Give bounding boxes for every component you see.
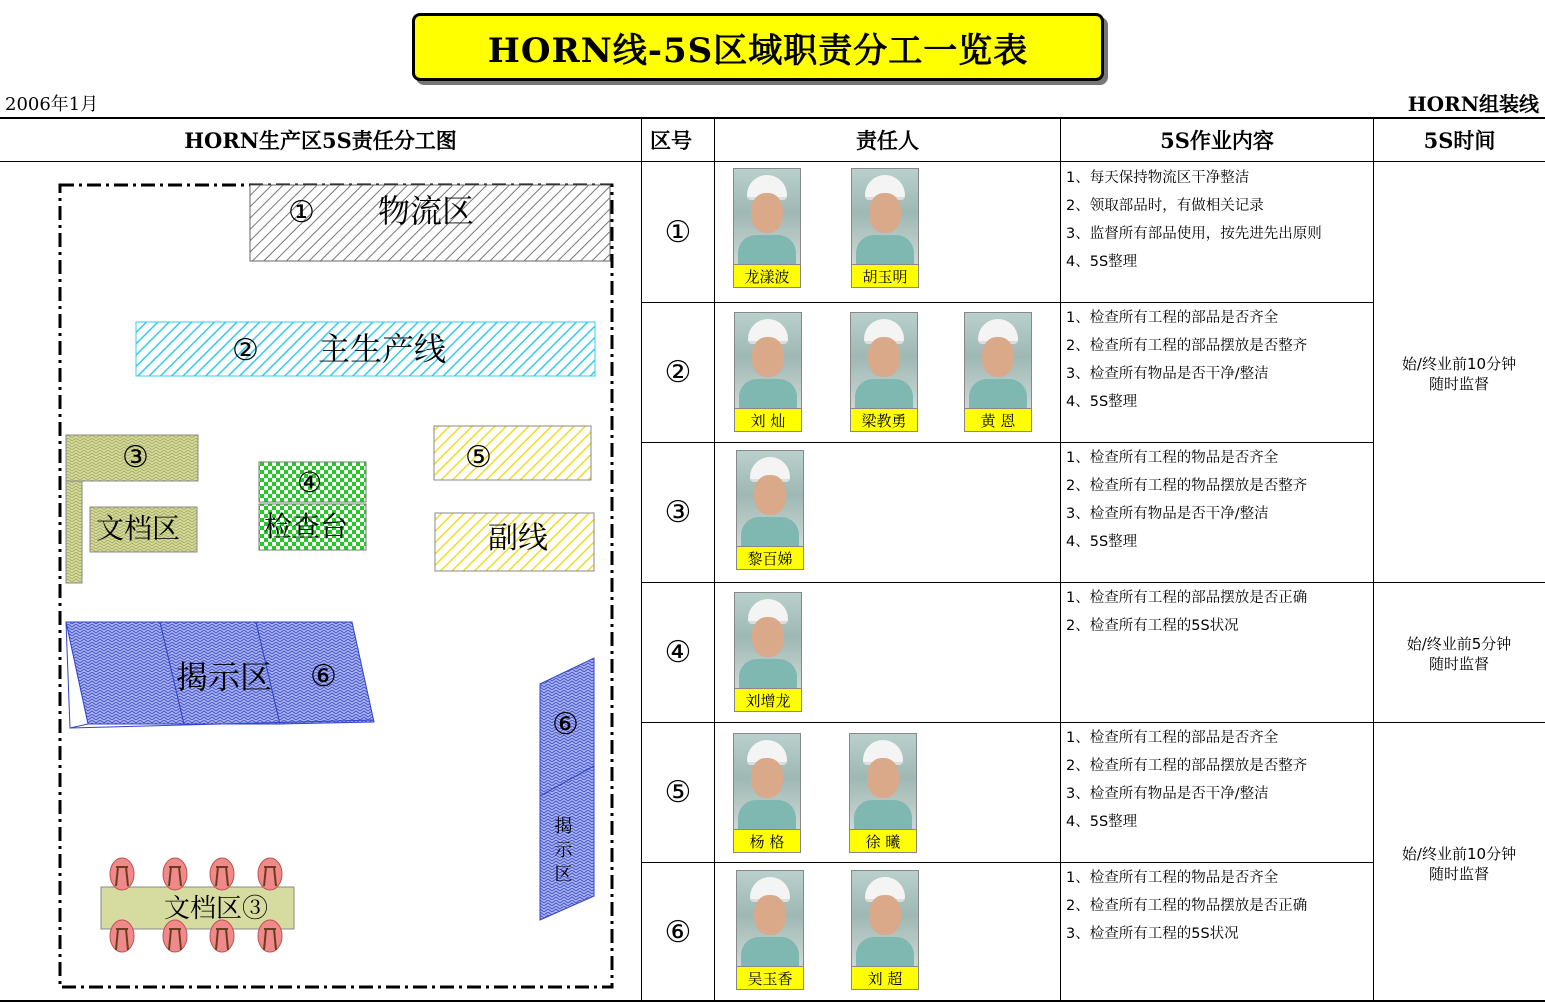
header-zone: 区号: [650, 128, 692, 153]
row-divider: [642, 582, 1545, 583]
task-item: 3、检查所有物品是否干净/整洁: [1066, 786, 1269, 802]
person-photo: [849, 733, 917, 833]
time-line: 随时监督: [1428, 655, 1489, 673]
task-item: 4、5S整理: [1066, 394, 1138, 410]
zone-number: ②: [664, 355, 692, 390]
person-name: 黄 恩: [964, 408, 1032, 432]
person-photo: [734, 312, 802, 412]
person-name: 吴玉香: [736, 966, 804, 990]
doc-num: ③: [122, 440, 149, 475]
person-card: [849, 733, 917, 853]
task-list: [1066, 304, 1307, 416]
mainline-num: ②: [232, 333, 259, 368]
line-name: HORN组装线: [1407, 92, 1539, 116]
person-card: [850, 312, 918, 432]
time-line: 始/终业前10分钟: [1401, 355, 1517, 373]
person-name: 黎百娣: [736, 546, 804, 570]
sub-num: ⑤: [465, 440, 492, 475]
person-card: [734, 592, 802, 712]
task-item: 2、检查所有工程的5S状况: [1066, 618, 1239, 634]
person-name: 胡玉明: [851, 264, 919, 288]
zone-number: ①: [664, 215, 692, 250]
task-list: [1066, 164, 1322, 276]
zone-number: ③: [664, 495, 692, 530]
board-num: ⑥: [310, 659, 337, 694]
board2-num: ⑥: [552, 707, 579, 742]
task-list: [1066, 444, 1307, 556]
task-list: [1066, 864, 1307, 948]
person-card: [851, 168, 919, 288]
person-name: 刘增龙: [734, 688, 802, 712]
zone-number: ④: [664, 635, 692, 670]
person-name: 徐 曦: [849, 829, 917, 853]
task-item: 3、检查所有物品是否干净/整洁: [1066, 506, 1269, 522]
task-item: 4、5S整理: [1066, 814, 1138, 830]
row-divider: [642, 442, 1373, 443]
table-bottom-border: [0, 1000, 1545, 1002]
zone-doc-stem: [66, 481, 82, 583]
person-photo: [733, 168, 801, 268]
task-item: 1、检查所有工程的物品是否齐全: [1066, 450, 1279, 466]
floor-map: [0, 162, 641, 1000]
person-name: 刘 灿: [734, 408, 802, 432]
person-name: 梁教勇: [850, 408, 918, 432]
person-photo: [734, 592, 802, 692]
task-item: 4、5S整理: [1066, 534, 1138, 550]
row-divider: [642, 722, 1545, 723]
task-item: 2、检查所有工程的部品摆放是否整齐: [1066, 758, 1308, 774]
person-photo: [851, 168, 919, 268]
header-owner: 责任人: [856, 128, 919, 153]
task-item: 2、检查所有工程的部品摆放是否整齐: [1066, 338, 1308, 354]
task-item: 4、5S整理: [1066, 254, 1138, 270]
header-content: 5S作业内容: [1160, 128, 1274, 153]
mainline-label: 主生产线: [318, 330, 447, 368]
page-title: HORN线-5S区域职责分工一览表: [412, 13, 1104, 81]
area-boundary: [60, 185, 612, 987]
person-card: [733, 168, 801, 288]
zone-number: ⑥: [664, 915, 692, 950]
person-photo: [850, 312, 918, 412]
person-card: [736, 450, 804, 570]
row-divider: [642, 302, 1373, 303]
board-label: 揭示区: [176, 658, 273, 696]
task-item: 2、检查所有工程的物品摆放是否正确: [1066, 898, 1308, 914]
col-divider-map: [641, 118, 642, 1001]
time-cell: [1374, 844, 1544, 884]
time-line: 始/终业前10分钟: [1401, 845, 1517, 863]
logistics-label: 物流区: [378, 192, 475, 230]
zone-sub-top: [434, 426, 591, 480]
task-item: 1、检查所有工程的部品摆放是否正确: [1066, 590, 1308, 606]
person-card: [851, 870, 919, 990]
board2-label: 揭示区: [551, 816, 573, 888]
person-card: [733, 733, 801, 853]
doc2-label: 文档区③: [164, 894, 269, 924]
time-cell: [1374, 354, 1544, 394]
row-divider: [642, 862, 1373, 863]
inspect-label: 检查台: [264, 510, 349, 543]
person-name: 杨 格: [733, 829, 801, 853]
date-label: 2006年1月: [5, 94, 99, 115]
person-photo: [733, 733, 801, 833]
person-photo: [736, 870, 804, 970]
person-photo: [736, 450, 804, 550]
person-photo: [964, 312, 1032, 412]
person-card: [736, 870, 804, 990]
col-divider-zone: [714, 118, 715, 1001]
task-item: 1、检查所有工程的部品是否齐全: [1066, 310, 1279, 326]
time-line: 随时监督: [1428, 375, 1489, 393]
col-divider-owner: [1060, 118, 1061, 1001]
inspect-num: ④: [297, 466, 323, 499]
task-list: [1066, 584, 1307, 640]
task-item: 3、检查所有物品是否干净/整洁: [1066, 366, 1269, 382]
doc-label: 文档区: [96, 512, 181, 545]
task-item: 2、检查所有工程的物品摆放是否整齐: [1066, 478, 1308, 494]
header-map: HORN生产区5S责任分工图: [184, 128, 457, 153]
person-name: 龙漾波: [733, 264, 801, 288]
task-list: [1066, 724, 1307, 836]
task-item: 3、检查所有工程的5S状况: [1066, 926, 1239, 942]
person-card: [734, 312, 802, 432]
time-line: 随时监督: [1428, 865, 1489, 883]
task-item: 3、监督所有部品使用，按先进先出原则: [1066, 226, 1322, 242]
person-photo: [851, 870, 919, 970]
task-item: 1、检查所有工程的部品是否齐全: [1066, 730, 1279, 746]
time-cell: [1374, 634, 1544, 674]
time-line: 始/终业前5分钟: [1406, 635, 1512, 653]
header-time: 5S时间: [1423, 128, 1496, 153]
task-item: 1、每天保持物流区干净整洁: [1066, 170, 1250, 186]
person-name: 刘 超: [851, 966, 919, 990]
task-item: 2、领取部品时，有做相关记录: [1066, 198, 1264, 214]
person-card: [964, 312, 1032, 432]
task-item: 1、检查所有工程的物品是否齐全: [1066, 870, 1279, 886]
logistics-num: ①: [288, 195, 315, 230]
sub-label: 副线: [488, 521, 548, 556]
zone-number: ⑤: [664, 775, 692, 810]
